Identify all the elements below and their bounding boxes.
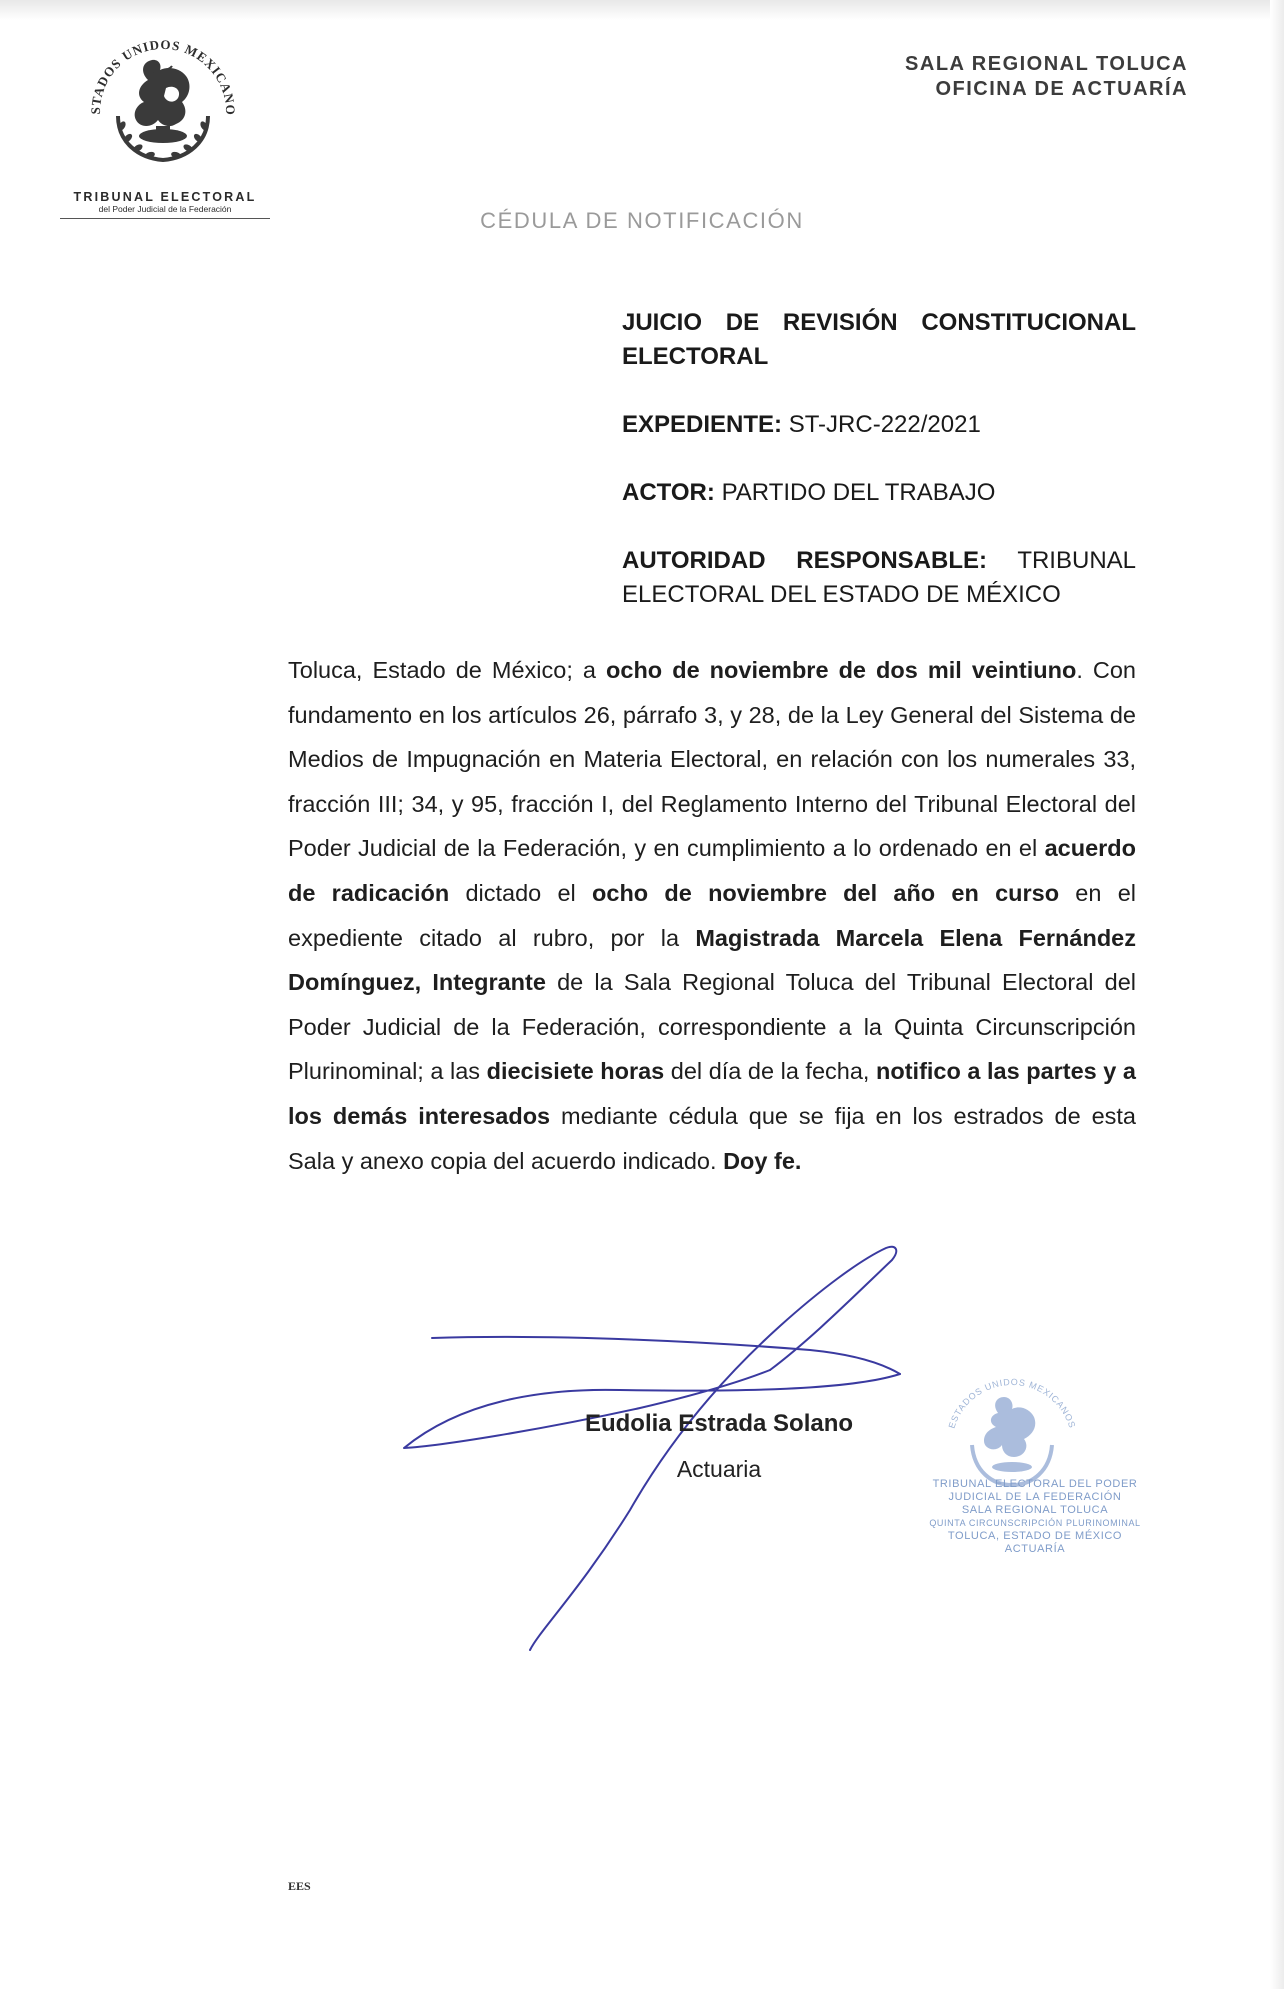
- body-hour: diecisiete horas: [486, 1058, 665, 1085]
- stamp-line-5: TOLUCA, ESTADO DE MÉXICO: [947, 1530, 1123, 1542]
- seal-ring-text: STADOS UNIDOS MEXICANO: [87, 36, 239, 116]
- actor-label: ACTOR:: [622, 479, 715, 506]
- body-segment-5: de la Sala Regional Toluca del Tribunal Electoral del Poder Judicial de la Federación, correspondiente a la Quinta Circunscripción Plurinominal; a las: [288, 969, 1136, 1085]
- stamp-line-4: QUINTA CIRCUNSCRIPCIÓN PLURINOMINAL: [929, 1518, 1141, 1528]
- stamp-line-2: JUDICIAL DE LA FEDERACIÓN: [948, 1491, 1122, 1503]
- handwritten-signature: [380, 1230, 940, 1670]
- notification-body: [288, 648, 1136, 1183]
- body-segment-7: mediante cédula que se fija en los estrados de esta Sala y anexo copia del acuerdo indicado.: [288, 1102, 1136, 1174]
- autoridad-value: TRIBUNAL ELECTORAL DEL ESTADO DE MÉXICO: [622, 547, 1136, 608]
- body-magistrada: Magistrada Marcela Elena Fernández Domínguez, Integrante: [288, 924, 1136, 996]
- stamp-ring-text: ESTADOS UNIDOS MEXICANOS: [946, 1376, 1078, 1430]
- body-segment-4: en el expediente citado al rubro, por la: [288, 879, 1136, 951]
- scan-right-edge: [1270, 0, 1284, 1989]
- expediente-value: ST-JRC-222/2021: [788, 411, 981, 438]
- institution-subtitle: del Poder Judicial de la Federación: [98, 204, 232, 214]
- office-header: [905, 52, 1188, 102]
- case-info-block: [622, 306, 1136, 646]
- stamp-text-block: [900, 1478, 1170, 1556]
- signer-name: Eudolia Estrada Solano: [584, 1410, 854, 1437]
- case-type: JUICIO DE REVISIÓN CONSTITUCIONAL ELECTORAL: [622, 309, 1136, 370]
- body-segment-6: del día de la fecha,: [664, 1058, 876, 1085]
- stamp-line-3: SALA REGIONAL TOLUCA: [961, 1504, 1109, 1516]
- expediente-label: EXPEDIENTE:: [622, 411, 783, 438]
- coat-of-arms-seal: [78, 20, 248, 190]
- autoridad-label: AUTORIDAD RESPONSABLE:: [622, 547, 987, 574]
- office-line-2: OFICINA DE ACTUARÍA: [935, 78, 1188, 100]
- actor-value: PARTIDO DEL TRABAJO: [721, 479, 996, 506]
- body-segment-1: Toluca, Estado de México; a: [288, 657, 607, 683]
- author-initials: EES: [288, 1879, 311, 1893]
- document-title: CÉDULA DE NOTIFICACIÓN: [480, 208, 804, 233]
- eagle-emblem-icon: [78, 20, 248, 190]
- stamp-line-6: ACTUARÍA: [1004, 1543, 1066, 1555]
- body-acuerdo: acuerdo de radicación: [288, 835, 1136, 906]
- signer-role: Actuaria: [676, 1456, 762, 1482]
- body-doy-fe: Doy fe.: [723, 1147, 802, 1174]
- body-notifico: notifico a las partes y a los demás interesados: [288, 1058, 1136, 1129]
- institution-name: TRIBUNAL ELECTORAL: [73, 190, 257, 204]
- body-segment-2: . Con fundamento en los artículos 26, párrafo 3, y 28, de la Ley General del Sistema de Medios de Impugnación en Materia Electoral, en relación con los numerales 33, fracción III; 34, y 95, fracción I, del Reglamento Interno del Tribunal Electoral del Poder Judicial de la Federación, y en cumplimiento a lo ordenado en el: [288, 657, 1136, 862]
- scan-top-band: [0, 0, 1284, 20]
- body-acuerdo-date: ocho de noviembre del año en curso: [592, 879, 1060, 906]
- stamp-line-1: TRIBUNAL ELECTORAL DEL PODER: [932, 1478, 1138, 1490]
- body-segment-3: dictado el: [449, 879, 593, 906]
- office-line-1: SALA REGIONAL TOLUCA: [905, 53, 1188, 75]
- body-date: ocho de noviembre de dos mil veintiuno: [606, 657, 1077, 683]
